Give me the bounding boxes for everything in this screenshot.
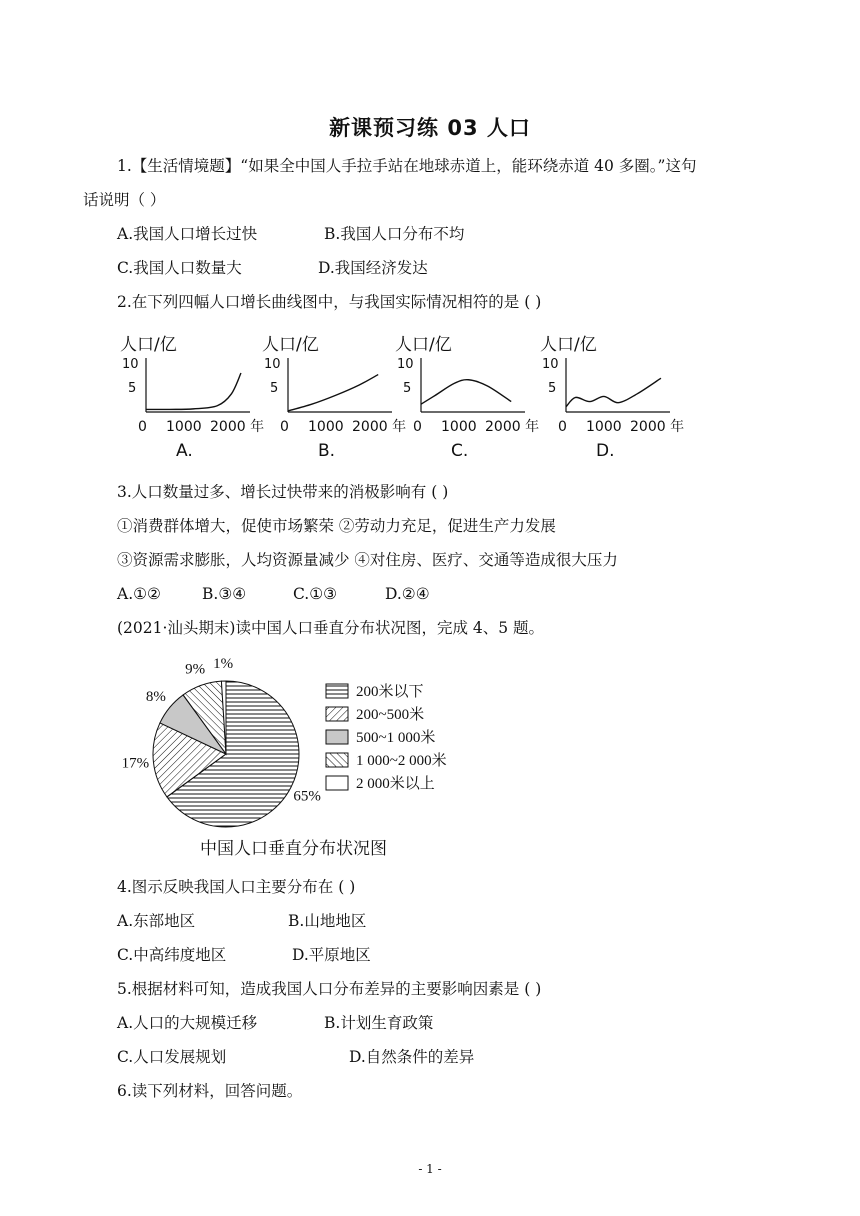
pie-value-label: 65% [293, 788, 321, 805]
graph-xtick: 2000 年 [352, 419, 407, 435]
graph-option-label: A. [176, 441, 193, 461]
intro-q4-q5: (2021·汕头期末)读中国人口垂直分布状况图，完成 4、5 题。 [117, 619, 545, 637]
graph-ytick: 10 [542, 357, 559, 372]
pie-value-label: 8% [145, 688, 166, 705]
graph-xtick: 0 [413, 419, 422, 435]
q2-text: 2.在下列四幅人口增长曲线图中，与我国实际情况相符的是 ( ) [117, 293, 542, 311]
q4-option-b: B.山地地区 [288, 912, 367, 930]
q4-option-d: D.平原地区 [292, 946, 371, 964]
q3-option-b: B.③④ [202, 585, 247, 603]
graph-option-label: B. [318, 441, 336, 461]
graph-ytick: 5 [128, 381, 137, 396]
q1-option-a: A.我国人口增长过快 [117, 225, 258, 243]
page-number: - 1 - [418, 1162, 442, 1176]
legend-label: 200~500米 [356, 707, 425, 723]
graph-ytick: 10 [397, 357, 414, 372]
graph-ylabel: 人口/亿 [540, 335, 597, 355]
pie-chart [108, 652, 488, 867]
graph-c-svg [393, 330, 543, 460]
q5-text: 5.根据材料可知，造成我国人口分布差异的主要影响因素是 ( ) [117, 980, 542, 998]
graph-curve [288, 375, 378, 411]
graph-ytick: 5 [548, 381, 557, 396]
legend-swatch [326, 753, 348, 767]
q3-text: 3.人口数量过多、增长过快带来的消极影响有 ( ) [117, 483, 449, 501]
pie-value-label: 1% [213, 656, 234, 673]
q1-option-d: D.我国经济发达 [318, 259, 428, 277]
graph-curve [566, 378, 661, 407]
graph-ylabel: 人口/亿 [262, 335, 319, 355]
graph-option-label: C. [451, 441, 469, 461]
q3-option-d: D.②④ [385, 585, 430, 603]
q4-option-a: A.东部地区 [117, 912, 196, 930]
q1-line2: 话说明（ ） [83, 191, 166, 209]
graph-d-svg [538, 330, 688, 460]
q3-items-1-2: ①消费群体增大，促使市场繁荣 ②劳动力充足，促进生产力发展 [117, 517, 556, 535]
pie-chart-svg [108, 652, 488, 867]
legend-swatch [326, 684, 348, 698]
legend-label: 500~1 000米 [356, 730, 436, 746]
graph-ylabel: 人口/亿 [395, 335, 452, 355]
q1-line1: 1.【生活情境题】“如果全中国人手拉手站在地球赤道上，能环绕赤道 40 多圈。”这句 [117, 157, 697, 175]
graph-xtick: 1000 [308, 419, 344, 435]
graph-option-label: D. [596, 441, 615, 461]
pie-caption: 中国人口垂直分布状况图 [200, 839, 387, 859]
q4-option-c: C.中高纬度地区 [117, 946, 227, 964]
q3-option-a: A.①② [117, 585, 161, 603]
graph-curve [146, 373, 241, 409]
graph-c [393, 330, 543, 460]
graph-b-svg [260, 330, 410, 460]
graph-ytick: 5 [270, 381, 279, 396]
legend-label: 2 000米以上 [356, 776, 435, 792]
graph-ytick: 5 [403, 381, 412, 396]
graph-xtick: 0 [138, 419, 147, 435]
graph-ytick: 10 [264, 357, 281, 372]
graph-xtick: 2000 年 [485, 419, 540, 435]
legend-label: 1 000~2 000米 [356, 753, 447, 769]
graph-ylabel: 人口/亿 [120, 335, 177, 355]
legend-label: 200米以下 [356, 684, 424, 700]
graph-xtick: 1000 [166, 419, 202, 435]
graph-xtick: 0 [558, 419, 567, 435]
graph-a-svg [118, 330, 268, 460]
page-title: 新课预习练 03 人口 [329, 116, 531, 140]
q5-option-d: D.自然条件的差异 [349, 1048, 475, 1066]
q5-option-c: C.人口发展规划 [117, 1048, 227, 1066]
q3-items-3-4: ③资源需求膨胀，人均资源量减少 ④对住房、医疗、交通等造成很大压力 [117, 551, 618, 569]
q5-option-a: A.人口的大规模迁移 [117, 1014, 258, 1032]
pie-value-label: 17% [121, 755, 150, 772]
q1-option-b: B.我国人口分布不均 [324, 225, 465, 243]
q3-option-c: C.①③ [293, 585, 338, 603]
legend-swatch [326, 730, 348, 744]
graph-ytick: 10 [122, 357, 139, 372]
graph-xtick: 2000 年 [210, 419, 265, 435]
q4-text: 4.图示反映我国人口主要分布在 ( ) [117, 878, 356, 896]
pie-value-label: 9% [185, 661, 206, 678]
graph-d [538, 330, 688, 460]
graph-b [260, 330, 410, 460]
graph-curve [421, 380, 511, 405]
legend-swatch [326, 776, 348, 790]
graph-xtick: 1000 [441, 419, 477, 435]
graph-xtick: 1000 [586, 419, 622, 435]
q6-text: 6.读下列材料，回答问题。 [117, 1082, 303, 1100]
graph-a [118, 330, 268, 460]
legend-swatch [326, 707, 348, 721]
graph-xtick: 0 [280, 419, 289, 435]
q5-option-b: B.计划生育政策 [324, 1014, 434, 1032]
q1-option-c: C.我国人口数量大 [117, 259, 242, 277]
graph-xtick: 2000 年 [630, 419, 685, 435]
